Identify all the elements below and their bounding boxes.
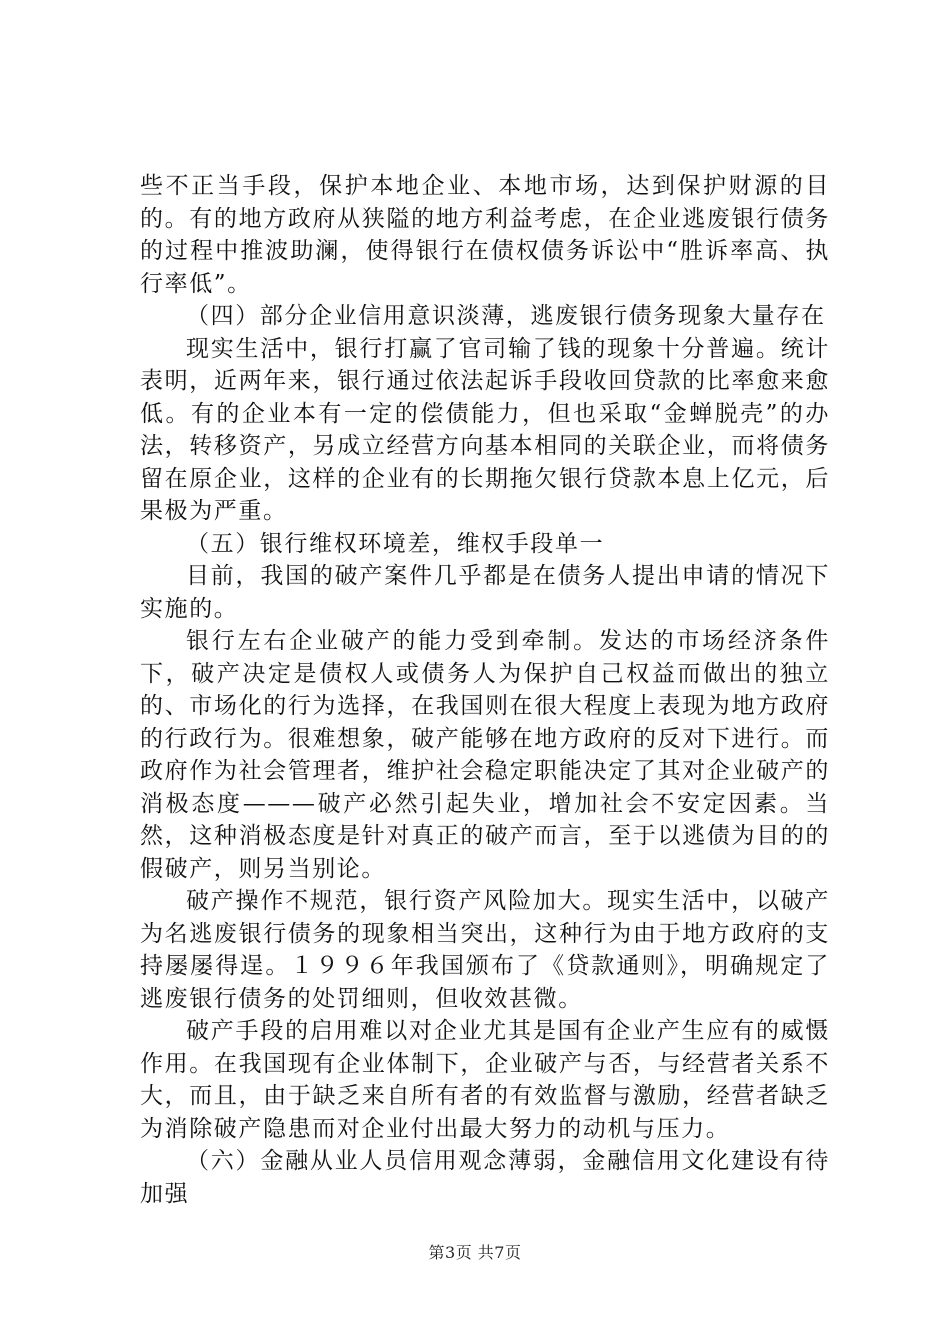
paragraph: 目前，我国的破产案件几乎都是在债务人提出申请的情况下实施的。	[140, 563, 830, 622]
page-number-footer: 第3页 共7页	[428, 1243, 522, 1262]
document-body	[140, 170, 830, 1210]
paragraph-continuation: 些不正当手段，保护本地企业、本地市场，达到保护财源的目的。有的地方政府从狭隘的地方利益考虑，在企业逃废银行债务的过程中推波助澜，使得银行在债权债务诉讼中“胜诉率高、执行率低”。	[140, 173, 830, 297]
section-heading-5: （五）银行维权环境差，维权手段单一	[186, 530, 605, 557]
paragraph: 破产操作不规范，银行资产风险加大。现实生活中，以破产为名逃废银行债务的现象相当突出，这种行为由于地方政府的支持屡屡得逞。１９９６年我国颁布了《贷款通则》，明确规定了逃废银行债务的处罚细则，但收效甚微。	[140, 888, 830, 1012]
paragraph: 银行左右企业破产的能力受到牵制。发达的市场经济条件下，破产决定是债权人或债务人为保护自己权益而做出的独立的、市场化的行为选择，在我国则在很大程度上表现为地方政府的行政行为。很难想象，破产能够在地方政府的反对下进行。而政府作为社会管理者，维护社会稳定职能决定了其对企业破产的消极态度———破产必然引起失业，增加社会不安定因素。当然，这种消极态度是针对真正的破产而言，至于以逃债为目的的假破产，则另当别论。	[140, 628, 830, 882]
section-heading-4: （四）部分企业信用意识淡薄，逃废银行债务现象大量存在	[186, 303, 826, 329]
paragraph: 破产手段的启用难以对企业尤其是国有企业产生应有的威慑作用。在我国现有企业体制下，企业破产与否，与经营者关系不大，而且，由于缺乏来自所有者的有效监督与激励，经营者缺乏为消除破产隐患而对企业付出最大努力的动机与压力。	[140, 1018, 830, 1142]
paragraph: 现实生活中，银行打赢了官司输了钱的现象十分普遍。统计表明，近两年来，银行通过依法起诉手段收回贷款的比率愈来愈低。有的企业本有一定的偿债能力，但也采取“金蝉脱壳”的办法，转移资产，另成立经营方向基本相同的关联企业，而将债务留在原企业，这样的企业有的长期拖欠银行贷款本息上亿元，后果极为严重。	[140, 335, 830, 524]
section-heading-6: （六）金融从业人员信用观念薄弱，金融信用文化建设有待加强	[140, 1148, 830, 1207]
